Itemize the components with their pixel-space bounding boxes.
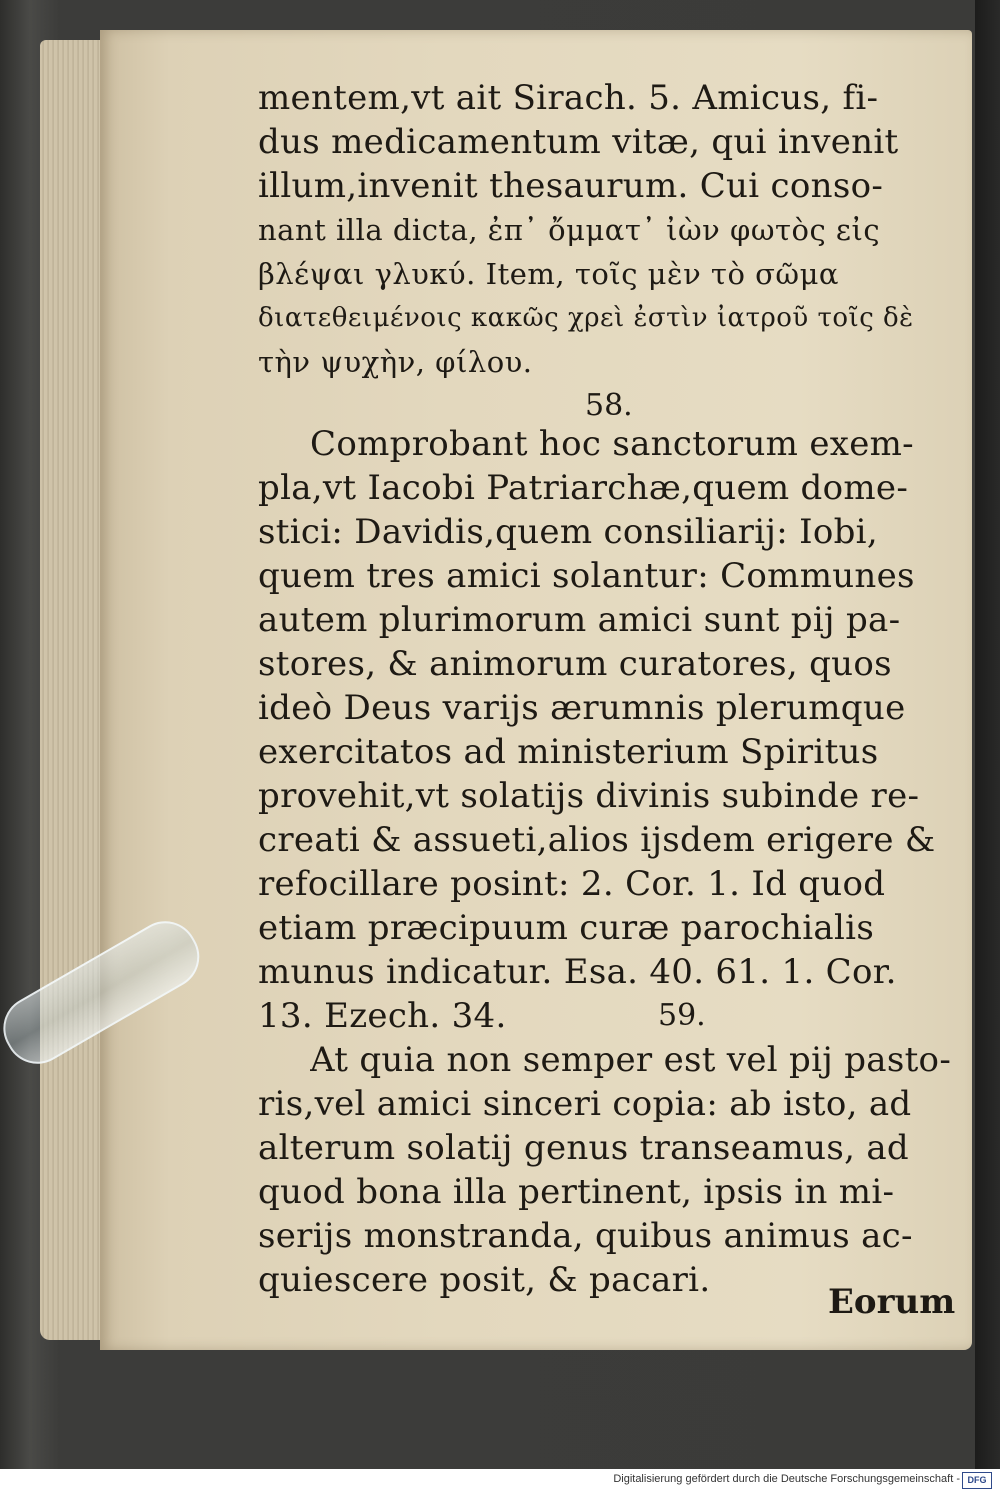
text-line: dus medicamentum vitæ, qui invenit: [258, 122, 899, 162]
footer-bar: [0, 1469, 1000, 1491]
text-line: τὴν ψυχὴν, φίλου.: [258, 345, 533, 379]
text-line: διατεθειμένοις κακῶς χρεὶ ἐστὶν ἰατροῦ τοῖς δὲ: [258, 303, 914, 333]
text-line: exercitatos ad ministerium Spiritus: [258, 732, 879, 772]
text-line: creati & assueti,alios ijsdem erigere &: [258, 820, 936, 860]
text-line: At quia non semper est vel pij pasto-: [310, 1040, 952, 1080]
text-line: provehit,vt solatijs divinis subinde re-: [258, 776, 920, 816]
text-line: stici: Davidis,quem consiliarij: Iobi,: [258, 512, 878, 552]
text-line: serijs monstranda, quibus animus ac-: [258, 1216, 913, 1256]
text-line: nant illa dicta, ἐπ᾽ ὄμματ᾽ ἰὼν φωτὸς εἰς: [258, 213, 881, 247]
dfg-logo-icon: DFG: [962, 1472, 992, 1489]
text-line: βλέψαι γλυκύ. Item, τοῖς μὲν τὸ σῶμα: [258, 257, 840, 291]
text-line: quod bona illa pertinent, ipsis in mi-: [258, 1172, 895, 1212]
text-line: stores, & animorum curatores, quos: [258, 644, 892, 684]
text-line: ris,vel amici sinceri copia: ab isto, ad: [258, 1084, 912, 1124]
text-line: mentem,vt ait Sirach. 5. Amicus, fi-: [258, 78, 879, 118]
text-line: Comprobant hoc sanctorum exem-: [310, 424, 914, 464]
section-number: 59.: [658, 998, 706, 1033]
text-line: illum,invenit thesaurum. Cui conso-: [258, 166, 884, 206]
text-line: ideò Deus varijs ærumnis plerumque: [258, 688, 906, 728]
catchword: Eorum: [828, 1282, 956, 1322]
text-line: quiescere posit, & pacari.: [258, 1260, 711, 1300]
text-line: 13. Ezech. 34.: [258, 996, 507, 1036]
text-line: alterum solatij genus transeamus, ad: [258, 1128, 909, 1168]
text-line: munus indicatur. Esa. 40. 61. 1. Cor.: [258, 952, 897, 992]
text-line: quem tres amici solantur: Communes: [258, 556, 915, 596]
footer-credit: Digitalisierung gefördert durch die Deutsche Forschungsgemeinschaft -: [613, 1473, 960, 1485]
text-line: refocillare posint: 2. Cor. 1. Id quod: [258, 864, 886, 904]
scan-border: [975, 0, 1000, 1469]
text-line: pla,vt Iacobi Patriarchæ,quem dome-: [258, 468, 909, 508]
section-number: 58.: [585, 388, 633, 423]
book-page: [100, 30, 972, 1350]
text-line: etiam præcipuum curæ parochialis: [258, 908, 875, 948]
text-line: autem plurimorum amici sunt pij pa-: [258, 600, 901, 640]
